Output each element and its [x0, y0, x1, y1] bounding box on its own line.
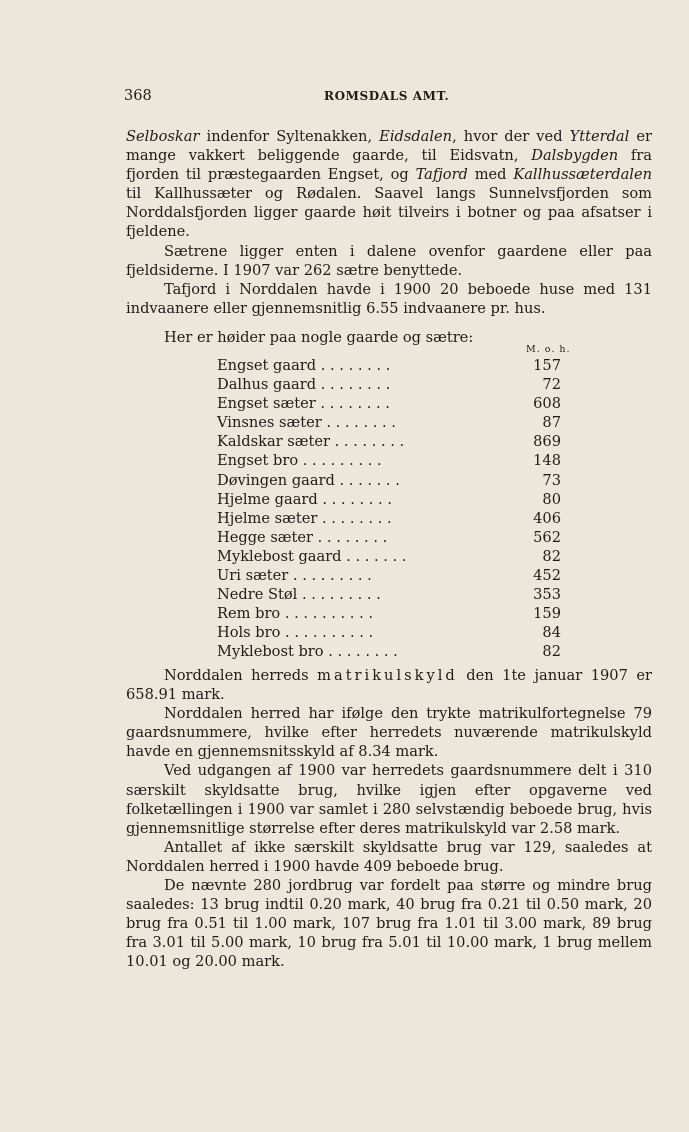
intro-text [126, 127, 652, 318]
closing-paragraph-5: De nævnte 280 jordbrug var fordelt paa større og mindre brug saaledes: 13 brug indtil 0.20 mark, 40 brug fra 0.21 til 0.50 mark, 20 brug fra 0.51 til 1.00 mark, 107 brug fra 1.01 til 3.00 mark, 89 brug fra 3.01 til 5.00 mark, 10 brug fra 5.01 til 10.00 mark, 1 brug mellem 10.01 og 20.00 mark. [126, 877, 652, 971]
height-place: Engset bro . . . . . . . . . [217, 452, 382, 470]
leader-dots: . . . . . . . [334, 471, 400, 489]
height-value: 157 [533, 357, 561, 374]
height-value: 406 [533, 509, 561, 527]
leader-dots: . . . . . . . . [317, 490, 392, 508]
place-name: Eidsdalen [379, 128, 453, 145]
height-place: Dalhus gaard . . . . . . . . [217, 376, 391, 394]
leader-dots: . . . . . . . . [329, 433, 405, 451]
height-value: 608 [533, 395, 561, 413]
leader-dots: . . . . . . . . [313, 528, 388, 546]
height-place: Myklebost gaard . . . . . . . [217, 547, 407, 565]
spaced-term: matrikulskyld [317, 667, 458, 684]
height-value: 452 [533, 567, 561, 585]
height-row [217, 375, 561, 394]
height-row [217, 566, 561, 585]
height-value: 562 [533, 528, 561, 546]
heights-unit-label: M. o. h. [526, 344, 571, 355]
closing-paragraph-4: Antallet af ikke særskilt skyldsatte brug var 129, saaledes at Norddalen herred i 1900 havde 409 beboede brug. [126, 838, 652, 875]
height-place: Myklebost bro . . . . . . . . [217, 643, 398, 661]
height-row [217, 547, 561, 566]
height-row [217, 604, 561, 623]
height-row [217, 432, 561, 451]
leader-dots: . . . . . . . . [321, 414, 396, 432]
height-value: 148 [533, 452, 561, 470]
leader-dots: . . . . . . . . [316, 376, 391, 394]
intro-paragraph-3: Tafjord i Norddalen havde i 1900 20 beboede huse med 131 indvaanere eller gjennemsnitlig 6.55 indvaanere pr. hus. [126, 280, 652, 317]
height-row [217, 509, 561, 528]
height-value: 73 [542, 471, 561, 489]
closing-paragraph-2: Norddalen herred har ifølge den trykte matrikulfortegnelse 79 gaardsnummere, hvilke efter herredets nuværende matrikulskyld havde en gjennemsnitsskyld af 8.34 mark. [126, 705, 652, 761]
page-header [124, 88, 652, 110]
height-place: Hjelme sæter . . . . . . . . [217, 509, 392, 527]
height-value: 353 [533, 586, 561, 604]
height-row [217, 471, 561, 490]
place-name: Dalsbygden [531, 147, 619, 165]
place-name: Ytterdal [569, 128, 630, 145]
heights-table [217, 356, 561, 662]
closing-paragraph-3: Ved udgangen af 1900 var herredets gaardsnummere delt i 310 særskilt skyldsatte brug, hvilke igjen efter opgaverne ved folketællingen i 1900 var samlet i 280 selvstændig beboede brug, hvis gjennemsnitlige størrelse efter deres matrikulskyld var 2.58 mark. [126, 762, 652, 837]
intro-paragraph-2: Sætrene ligger enten i dalene ovenfor gaardene eller paa fjeldsiderne. I 1907 var 262 sætre benyttede. [126, 242, 652, 279]
leader-dots: . . . . . . . . [316, 357, 391, 374]
leader-dots: . . . . . . . . [315, 395, 390, 413]
place-name: Kallhussæterdalen [513, 166, 652, 184]
leader-dots: . . . . . . . . . [288, 567, 372, 585]
height-place: Kaldskar sæter . . . . . . . . [217, 433, 405, 451]
height-place: Uri sæter . . . . . . . . . [217, 567, 372, 585]
height-row [217, 451, 561, 470]
leader-dots: . . . . . . . . . . [280, 624, 374, 642]
height-value: 82 [542, 547, 561, 565]
running-head: ROMSDALS AMT. [324, 89, 450, 103]
closing-paragraph-1: Norddalen herreds matrikulskyld den 1te januar 1907 er 658.91 mark. [126, 667, 653, 704]
height-place: Hols bro . . . . . . . . . . [217, 624, 374, 642]
place-name: Selboskar [126, 128, 200, 145]
height-value: 869 [533, 433, 561, 451]
leader-dots: . . . . . . . . [317, 509, 392, 527]
height-row [217, 356, 561, 375]
height-value: 82 [542, 643, 561, 661]
closing-text [126, 666, 652, 972]
leader-dots: . . . . . . . . . [297, 586, 381, 604]
height-value: 80 [542, 490, 561, 508]
height-place: Engset sæter . . . . . . . . [217, 395, 390, 413]
height-row [217, 623, 561, 642]
height-row [217, 413, 561, 432]
intro-paragraph-1: Selboskar indenfor Syltenakken, Eidsdalen, hvor der ved Ytterdal er mange vakkert beliggende gaarde, til Eidsvatn, Dalsbygden fra fjorden til præstegaarden Engset, og Tafjord med Kallhussæterdalen til Kallhussæter og Rødalen. Saavel langs Sunnelvsfjorden som Norddalsfjorden ligger gaarde høit tilveirs i botner og paa afsatser i fjeldene. [126, 128, 652, 241]
page-number: 368 [124, 88, 152, 104]
height-row [217, 394, 561, 413]
leader-dots: . . . . . . . . [323, 643, 398, 661]
height-place: Nedre Støl . . . . . . . . . [217, 586, 381, 604]
height-place: Engset gaard . . . . . . . . [217, 357, 391, 374]
leader-dots: . . . . . . . . . [298, 452, 382, 470]
height-value: 72 [542, 376, 561, 394]
height-place: Døvingen gaard . . . . . . . [217, 471, 400, 489]
height-value: 159 [533, 605, 561, 623]
height-place: Vinsnes sæter . . . . . . . . [217, 414, 396, 432]
height-value: 84 [542, 624, 561, 642]
leader-dots: . . . . . . . . . . [280, 605, 373, 623]
height-place: Rem bro . . . . . . . . . . [217, 605, 373, 623]
height-value: 87 [542, 414, 561, 432]
height-row [217, 642, 561, 661]
heights-heading: Her er høider paa nogle gaarde og sætre: [164, 329, 474, 346]
height-place: Hegge sæter . . . . . . . . [217, 528, 388, 546]
height-row [217, 490, 561, 509]
height-row [217, 528, 561, 547]
height-row [217, 585, 561, 604]
leader-dots: . . . . . . . [341, 547, 407, 565]
height-place: Hjelme gaard . . . . . . . . [217, 490, 392, 508]
place-name: Tafjord [415, 166, 468, 184]
